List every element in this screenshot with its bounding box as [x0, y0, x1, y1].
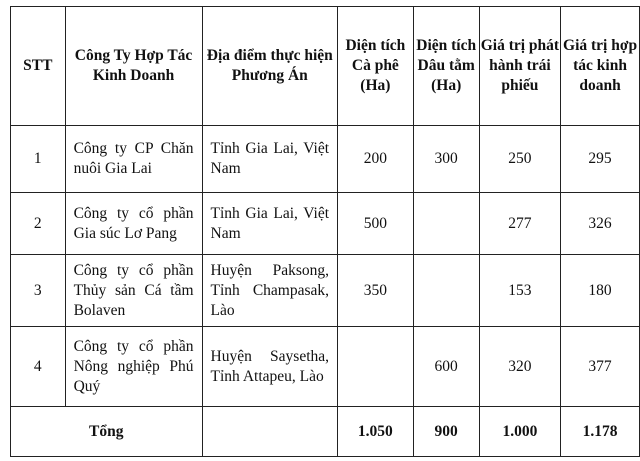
total-row	[11, 407, 640, 457]
cell-business-value: 326	[561, 193, 640, 255]
cell-mulberry-area: 600	[413, 327, 479, 407]
table-row	[11, 327, 640, 407]
cell-coffee-area: 500	[338, 193, 414, 255]
total-mulberry-area: 900	[413, 407, 479, 457]
total-coffee-area: 1.050	[338, 407, 414, 457]
cell-mulberry-area	[413, 193, 479, 255]
cell-company: Công ty cổ phần Gia súc Lơ Pang	[65, 193, 202, 255]
table-row	[11, 255, 640, 327]
header-business-value: Giá trị hợp tác kinh doanh	[561, 7, 640, 126]
cell-stt: 3	[11, 255, 66, 327]
table-row	[11, 126, 640, 193]
table-row	[11, 193, 640, 255]
cell-coffee-area	[338, 327, 414, 407]
cell-bond-value: 320	[479, 327, 560, 407]
cell-location: Tỉnh Gia Lai, Việt Nam	[202, 193, 338, 255]
cell-bond-value: 250	[479, 126, 560, 193]
total-bond-value: 1.000	[479, 407, 560, 457]
cell-stt: 4	[11, 327, 66, 407]
total-business-value: 1.178	[561, 407, 640, 457]
header-row	[11, 7, 640, 126]
cell-location: Huyện Paksong, Tỉnh Champasak, Lào	[202, 255, 338, 327]
cell-bond-value: 153	[479, 255, 560, 327]
cell-stt: 1	[11, 126, 66, 193]
cell-business-value: 377	[561, 327, 640, 407]
cell-company: Công ty cổ phần Thủy sản Cá tầm Bolaven	[65, 255, 202, 327]
total-empty-cell	[202, 407, 338, 457]
cell-company: Công ty cổ phần Nông nghiệp Phú Quý	[65, 327, 202, 407]
cell-location: Huyện Saysetha, Tỉnh Attapeu, Lào	[202, 327, 338, 407]
cell-coffee-area: 350	[338, 255, 414, 327]
cell-stt: 2	[11, 193, 66, 255]
cell-company: Công ty CP Chăn nuôi Gia Lai	[65, 126, 202, 193]
header-bond-value: Giá trị phát hành trái phiếu	[479, 7, 560, 126]
header-coffee-area: Diện tích Cà phê (Ha)	[338, 7, 414, 126]
total-label: Tổng	[11, 407, 203, 457]
header-company: Công Ty Hợp Tác Kinh Doanh	[65, 7, 202, 126]
header-stt: STT	[11, 7, 66, 126]
cell-location: Tỉnh Gia Lai, Việt Nam	[202, 126, 338, 193]
cell-bond-value: 277	[479, 193, 560, 255]
cell-business-value: 180	[561, 255, 640, 327]
investment-table	[10, 6, 640, 457]
header-mulberry-area: Diện tích Dâu tằm (Ha)	[413, 7, 479, 126]
header-location: Địa điểm thực hiện Phương Án	[202, 7, 338, 126]
cell-mulberry-area	[413, 255, 479, 327]
cell-mulberry-area: 300	[413, 126, 479, 193]
cell-coffee-area: 200	[338, 126, 414, 193]
cell-business-value: 295	[561, 126, 640, 193]
